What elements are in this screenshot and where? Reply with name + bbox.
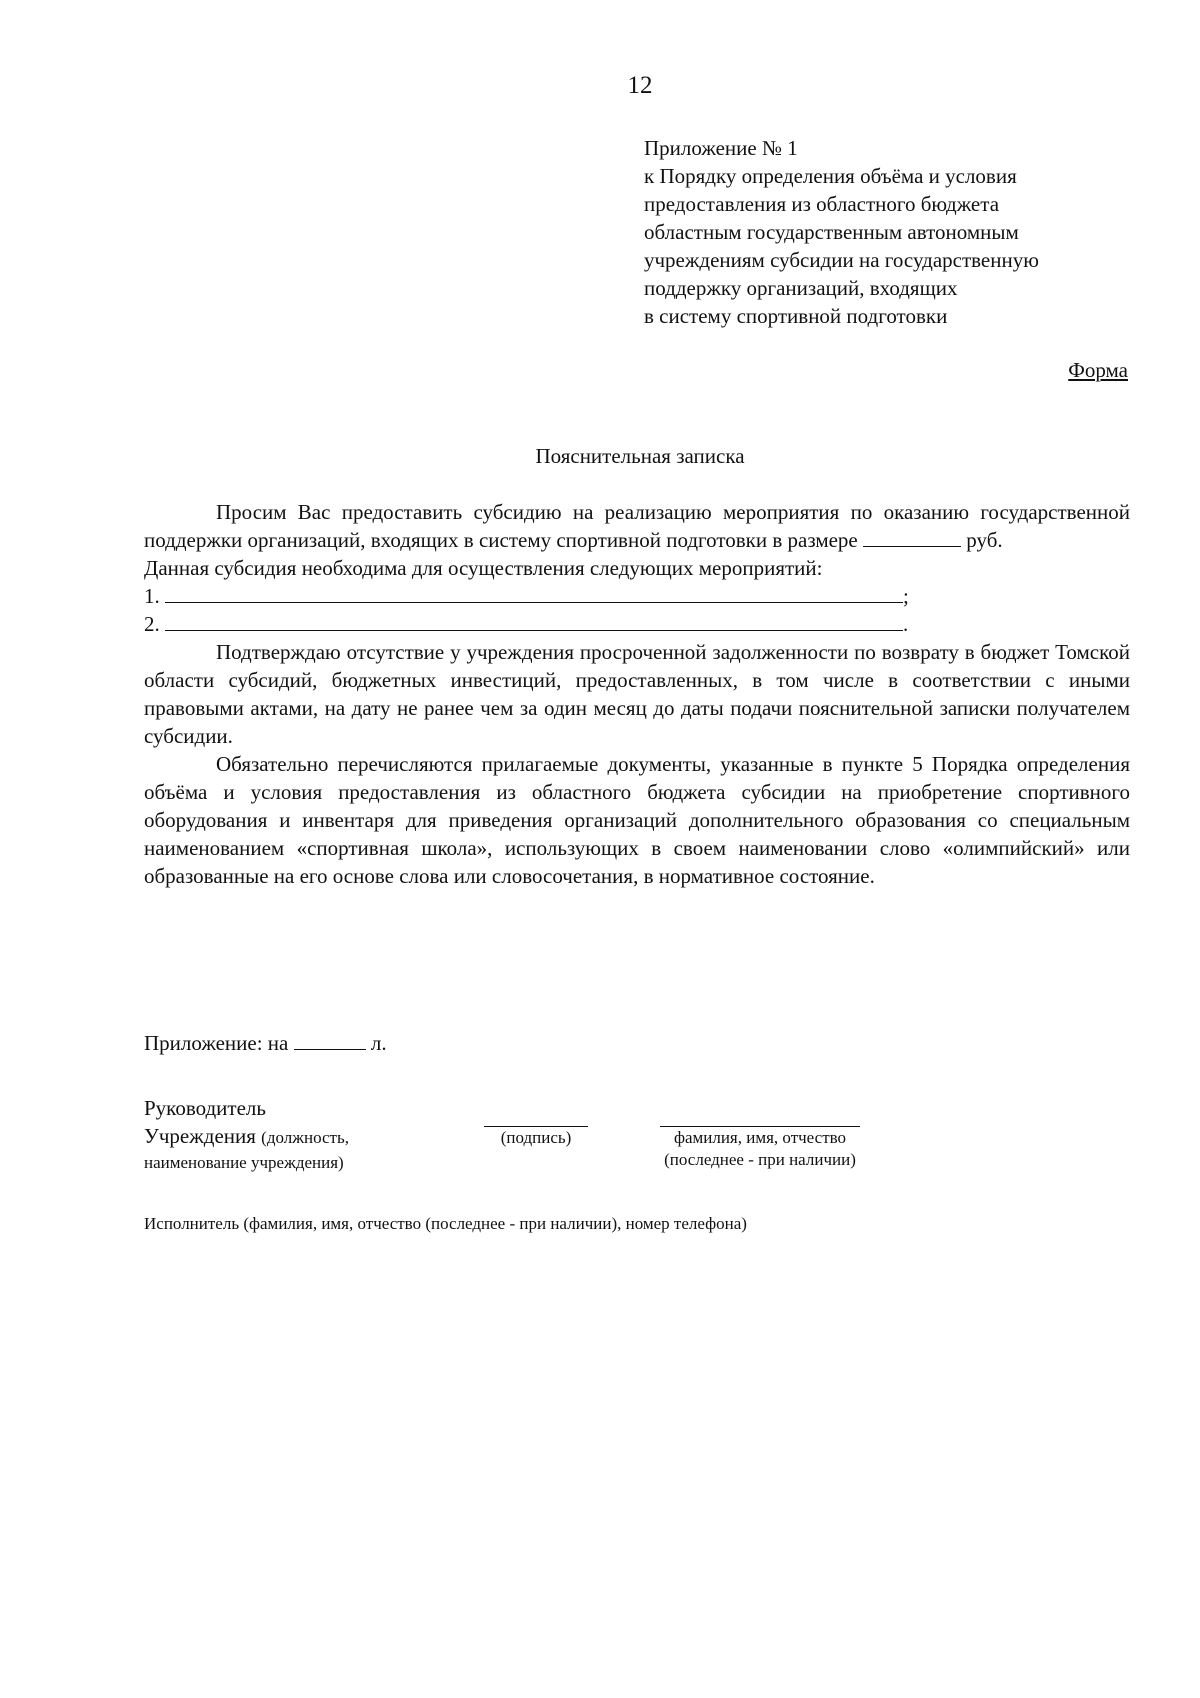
- item1-blank: [165, 584, 903, 603]
- request-section: [144, 498, 1130, 890]
- name-field: фамилия, имя, отчество (последнее - при наличии): [640, 1126, 880, 1171]
- annex-line: к Порядку определения объёма и условия: [644, 164, 1017, 188]
- attachment-line: Приложение: на л.: [144, 1031, 387, 1055]
- executor-line: Исполнитель (фамилия, имя, отчество (последнее - при наличии), номер телефона): [144, 1214, 747, 1233]
- purpose-intro: Данная субсидия необходима для осуществления следующих мероприятий:: [144, 556, 823, 580]
- annex-line: Приложение № 1: [644, 136, 798, 160]
- currency-unit: руб.: [966, 528, 1003, 552]
- amount-blank: [863, 528, 961, 547]
- list-item-1: 1. ;: [144, 584, 909, 608]
- item2-blank: [165, 612, 903, 631]
- head-signature-label: Руководитель Учреждения (должность, наименование учреждения): [144, 1096, 349, 1172]
- annex-line: областным государственным автономным: [644, 220, 1019, 244]
- annex-line: учреждениям субсидии на государственную: [644, 248, 1039, 272]
- request-text: Просим Вас предоставить субсидию на реализацию мероприятия по оказанию государственной поддержки организаций, входящих в систему спортивной подготовки в размере: [144, 500, 1130, 552]
- request-paragraph: [144, 498, 1130, 554]
- document-title: Пояснительная записка: [535, 444, 745, 468]
- page-number: 12: [627, 72, 653, 99]
- documents-paragraph: Обязательно перечисляются прилагаемые документы, указанные в пункте 5 Порядка определения объёма и условия предоставления из областного бюджета субсидии на приобретение спортивного оборудования и инвентаря для приведения организаций дополнительного образования со специальным наименованием «спортивная школа», использующих в своем наименовании слово «олимпийский» или образованные на его основе слова или словосочетания, в нормативное состояние.: [144, 752, 1130, 888]
- annex-line: поддержку организаций, входящих: [644, 276, 958, 300]
- annex-line: предоставления из областного бюджета: [644, 192, 1000, 216]
- signature-field: (подпись): [484, 1126, 588, 1149]
- list-item-2: 2. .: [144, 612, 909, 636]
- pages-blank: [294, 1031, 366, 1050]
- confirmation-paragraph: Подтверждаю отсутствие у учреждения просроченной задолженности по возврату в бюджет Томской области субсидий, бюджетных инвестиций, предоставленных, в том числе в соответствии с иными правовыми актами, на дату не ранее чем за один месяц до даты подачи пояснительной записки получателем субсидии.: [144, 640, 1130, 748]
- annex-header: [644, 134, 1039, 330]
- annex-line: в систему спортивной подготовки: [644, 304, 948, 328]
- form-label: Форма: [1068, 358, 1128, 382]
